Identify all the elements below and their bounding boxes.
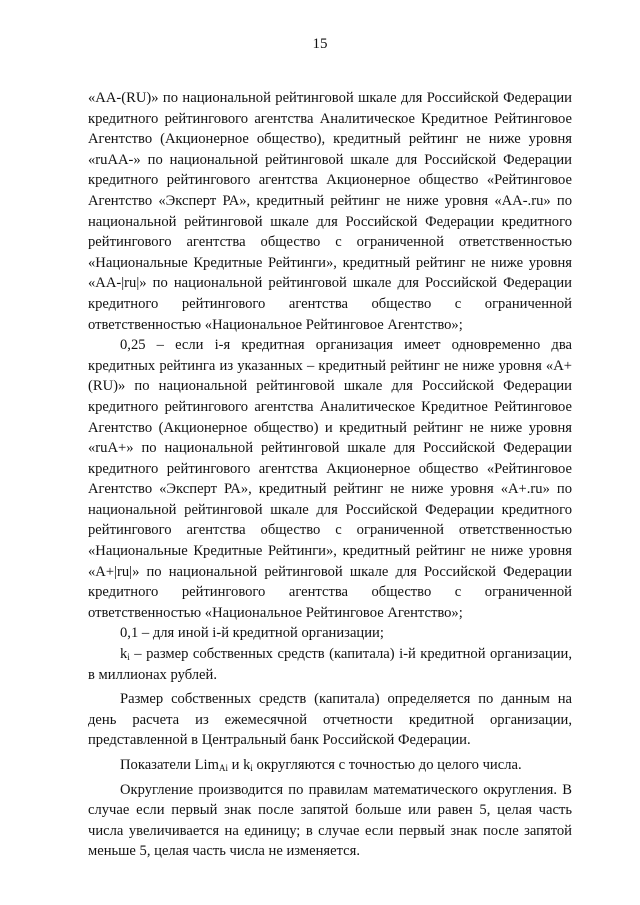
paragraph-capital-definition — [88, 644, 572, 685]
capital-subscript: i — [127, 652, 130, 663]
paragraph-capital-source: Размер собственных средств (капитала) определяется по данным на день расчета из ежемесячной отчетности кредитной организации, представленной в Центральный банк Российской Федерации. — [88, 691, 572, 749]
page-number: 15 — [312, 36, 328, 52]
capital-definition-text: – размер собственных средств (капитала) i-й кредитной организации, в миллионах рублей. — [88, 646, 572, 683]
paragraph-coefficient-01: 0,1 – для иной i-й кредитной организации; — [120, 625, 384, 642]
document-body — [88, 88, 572, 862]
paragraph-coefficient-025: 0,25 – если i-я кредитная организация имеет одновременно два кредитных рейтинга из указанных – кредитный рейтинг не ниже уровня «А+(RU)» по национальной рейтинговой шкале для Российской Федерации кредитного рейтингового агентства Аналитическое Кредитное Рейтинговое Агентство (Акционерное общество) и кредитный рейтинг не ниже уровня «ruA+» по национальной рейтинговой шкале для Российской Федерации кредитного рейтингового агентства Акционерное общество «Рейтинговое Агентство «Эксперт РА», кредитный рейтинг не ниже уровня «A+.ru» по национальной рейтинговой шкале для Российской Федерации кредитного рейтингового агентства общество с ограниченной ответственностью «Национальные Кредитные Рейтинги», кредитный рейтинг не ниже уровня «A+|ru|» по национальной рейтинговой шкале для Российской Федерации кредитного рейтингового агентства общество с ограниченной ответственностью «Национальное Рейтинговое Агентство»; — [88, 337, 572, 621]
capital-symbol: k — [120, 646, 128, 663]
paragraph-rounding-indicators — [88, 755, 572, 776]
rounding-middle: и k — [227, 757, 251, 773]
k-subscript: i — [250, 763, 253, 773]
rounding-suffix: округляются с точностью до целого числа. — [252, 757, 522, 773]
paragraph-rounding-rules: Округление производится по правилам математического округления. В случае если первый знак после запятой больше или равен 5, целая часть числа увеличивается на единицу; в случае если первый знак после запятой меньше 5, целая часть числа не изменяется. — [88, 781, 572, 860]
rounding-prefix: Показатели Lim — [120, 757, 219, 773]
lim-subscript: Ai — [218, 763, 228, 773]
paragraph-rating-aa: «АА-(RU)» по национальной рейтинговой шкале для Российской Федерации кредитного рейтингового агентства Аналитическое Кредитное Рейтинговое Агентство (Акционерное общество), кредитный рейтинг не ниже уровня «ruAA-» по национальной рейтинговой шкале для Российской Федерации кредитного рейтингового агентства Акционерное общество «Рейтинговое Агентство «Эксперт РА», кредитный рейтинг не ниже уровня «AA-.ru» по национальной рейтинговой шкале для Российской Федерации кредитного рейтингового агентства общество с ограниченной ответственностью «Национальные Кредитные Рейтинги», кредитный рейтинг не ниже уровня «AA-|ru|» по национальной рейтинговой шкале для Российской Федерации кредитного рейтингового агентства общество с ограниченной ответственностью «Национальное Рейтинговое Агентство»; — [88, 90, 572, 333]
